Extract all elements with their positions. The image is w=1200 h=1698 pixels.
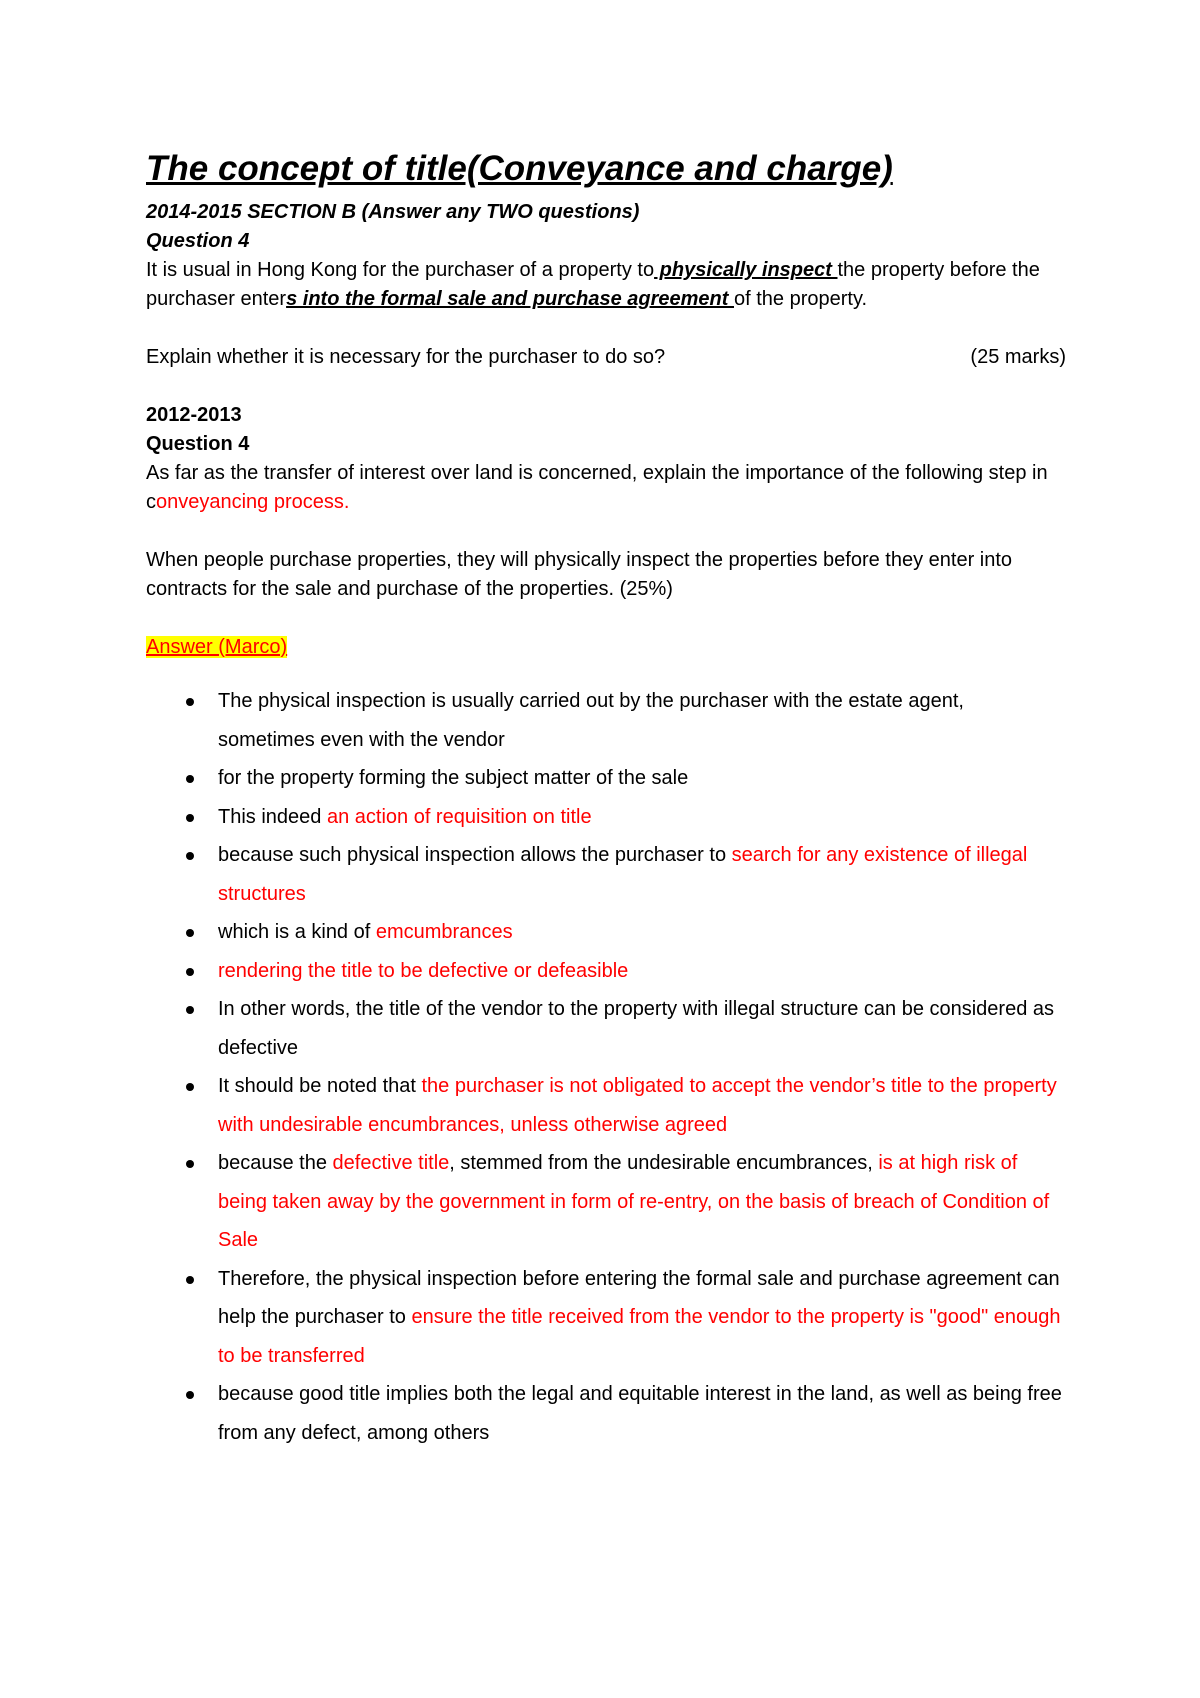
answer-bullet-item: [146, 759, 1066, 798]
question-text-2014: [146, 256, 1066, 314]
bullet-red-text: defective title: [332, 1152, 450, 1174]
bullet-text: , stemmed from the undesirable encumbrances,: [449, 1152, 879, 1174]
bullet-text: This indeed: [218, 805, 327, 828]
answer-bullet-item: [146, 990, 1066, 1067]
bullet-dot-icon: [186, 698, 194, 706]
answer-label-row: [146, 633, 1066, 662]
bullet-text: In other words, the title of the vendor to the property with illegal structure can be considered as defective: [218, 998, 1055, 1059]
bullet-dot-icon: [186, 968, 194, 976]
answer-bullet-item: [146, 1067, 1066, 1144]
bullet-text: It should be noted that: [218, 1075, 422, 1097]
bullet-text: The physical inspection is usually carried out by the purchaser with the estate agent, sometimes even with the vendor: [218, 690, 964, 751]
bullet-dot-icon: [186, 929, 194, 937]
question-label-2012: Question 4: [146, 433, 250, 455]
explain-row: [146, 343, 1066, 372]
emphasis-physically-inspect: physically inspect: [654, 259, 838, 281]
answer-bullet-item: [146, 1260, 1066, 1376]
bullet-dot-icon: [186, 814, 194, 822]
answer-bullet-item: [146, 952, 1066, 991]
bullet-red-text: emcumbrances: [375, 921, 513, 943]
bullet-text: for the property forming the subject matter of the sale: [218, 767, 689, 789]
bullet-dot-icon: [186, 1083, 194, 1091]
bullet-dot-icon: [186, 1276, 194, 1284]
answer-bullet-item: [146, 1144, 1066, 1260]
question-text-part: As far as the transfer of interest over land is concerned, explain the importance of the following step in c: [146, 462, 1048, 513]
document-content: [146, 150, 1066, 1452]
bullet-red-text: the purchaser is not obligated to accept the vendor’s title to the property with undesirable encumbrances, unless otherwise agreed: [218, 1075, 1057, 1136]
bullet-red-text: an action of requisition on title: [326, 805, 592, 828]
bullet-text: because such physical inspection allows the purchaser to: [218, 844, 732, 866]
answer-bullet-item: [146, 798, 1066, 837]
bullet-red-text: is at high risk of being taken away by the government in form of re-entry, on the basis of breach of Condition of Sale: [218, 1152, 1050, 1251]
answer-bullet-item: [146, 836, 1066, 913]
explain-text: Explain whether it is necessary for the purchaser to do so?: [146, 346, 666, 368]
bullet-dot-icon: [186, 852, 194, 860]
bullet-text: Therefore, the physical inspection before entering the formal sale and purchase agreement can help the purchaser to: [218, 1267, 1060, 1328]
document-title: The concept of title(Conveyance and charge): [146, 149, 893, 188]
bullet-dot-icon: [186, 775, 194, 783]
question-paragraph-2012: When people purchase properties, they will physically inspect the properties before they enter into contracts for the sale and purchase of the properties. (25%): [146, 549, 1013, 600]
bullet-dot-icon: [186, 1160, 194, 1168]
question-text-part: the property before the purchaser enter: [146, 259, 1040, 310]
bullet-red-text: rendering the title to be defective or defeasible: [218, 959, 629, 982]
question-text-part: of the property.: [734, 288, 868, 310]
emphasis-formal-agreement: s into the formal sale and purchase agreement: [286, 288, 734, 310]
question-text-2012: [146, 459, 1066, 517]
question-text-part: It is usual in Hong Kong for the purchaser of a property to: [146, 259, 655, 281]
year-heading-2012: 2012-2013: [146, 404, 242, 426]
answer-bullet-item: [146, 913, 1066, 952]
bullet-text: which is a kind of: [218, 921, 376, 943]
answer-bullet-item: [146, 682, 1066, 759]
marks-text: (25 marks): [970, 346, 1066, 368]
bullet-dot-icon: [186, 1006, 194, 1014]
answer-label: Answer (Marco): [146, 636, 288, 658]
answer-bullet-item: [146, 1375, 1066, 1452]
bullet-text: because good title implies both the legal and equitable interest in the land, as well as being free from any defect, among others: [218, 1383, 1062, 1444]
section-heading-2014: 2014-2015 SECTION B (Answer any TWO questions): [146, 201, 640, 223]
bullet-red-text: search for any existence of illegal structures: [218, 844, 1028, 905]
red-text: onveyancing process.: [156, 491, 350, 513]
bullet-text: because the: [218, 1152, 333, 1174]
question-label-2014: Question 4: [146, 230, 250, 252]
bullet-dot-icon: [186, 1391, 194, 1399]
answer-bullet-list: [146, 682, 1066, 1452]
bullet-red-text: ensure the title received from the vendor to the property is "good" enough to be transferred: [218, 1306, 1061, 1367]
